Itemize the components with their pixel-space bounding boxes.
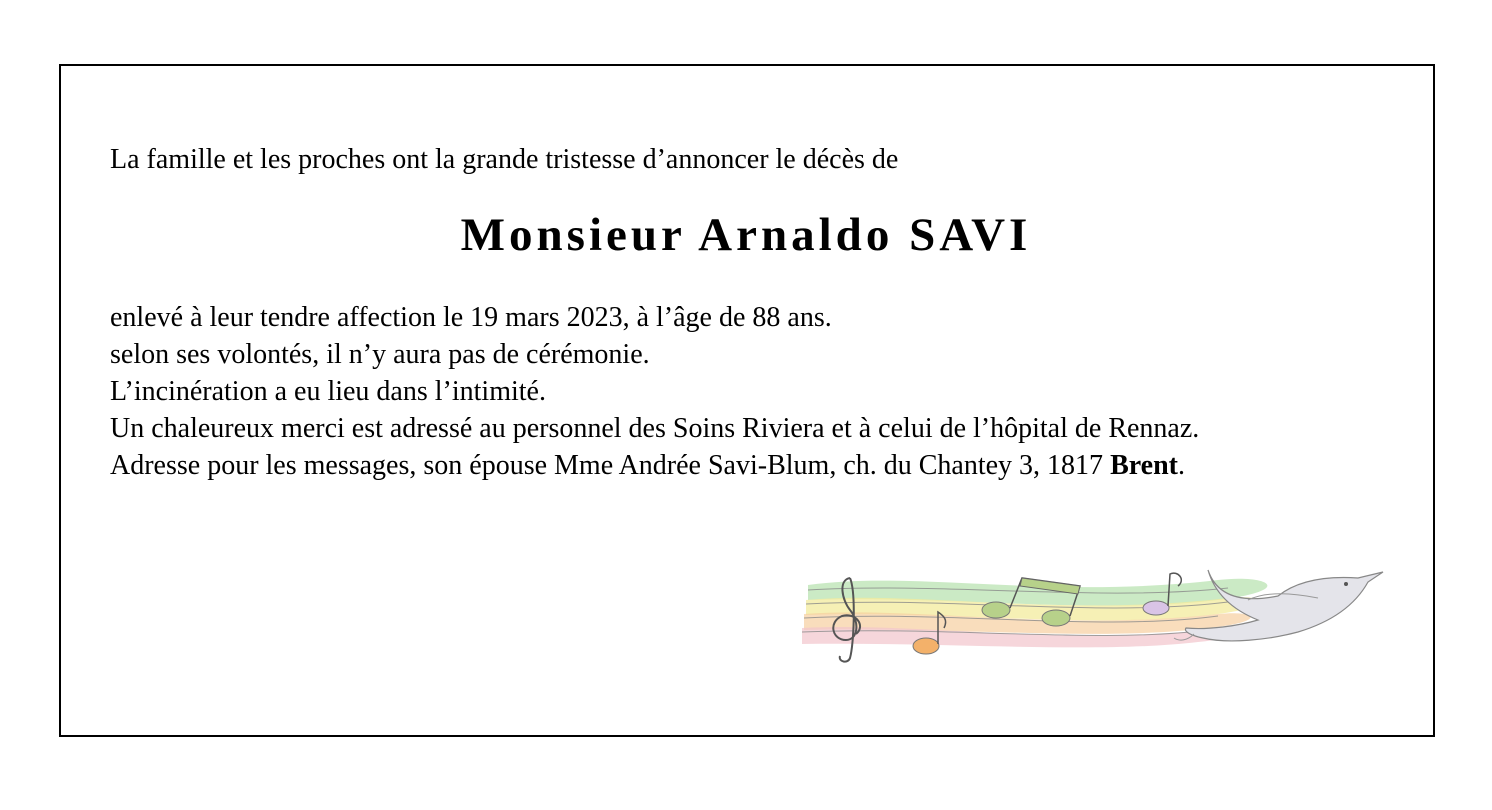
body-line-cremation: L’incinération a eu lieu dans l’intimité. [110, 376, 546, 407]
address-suffix: . [1177, 450, 1185, 481]
music-staff-dove-icon [798, 540, 1393, 665]
deceased-name: Monsieur Arnaldo SAVI [460, 209, 1032, 261]
address-prefix: Adresse pour les messages, son épouse Mme Andrée Savi-Blum, ch. du Chantey 3, 1817 [110, 450, 1111, 481]
body-line-thanks: Un chaleureux merci est adressé au personnel des Soins Riviera et à celui de l’hôpital de Rennaz. [110, 413, 1200, 444]
address-town: Brent [1110, 450, 1178, 481]
announcement-body [110, 299, 1199, 484]
body-line-wishes: selon ses volontés, il n’y aura pas de cérémonie. [110, 339, 650, 370]
intro-text: La famille et les proches ont la grande tristesse d’annoncer le décès de [110, 144, 899, 175]
body-line-date: enlevé à leur tendre affection le 19 mars 2023, à l’âge de 88 ans. [110, 302, 832, 333]
body-line-address [110, 447, 1199, 484]
